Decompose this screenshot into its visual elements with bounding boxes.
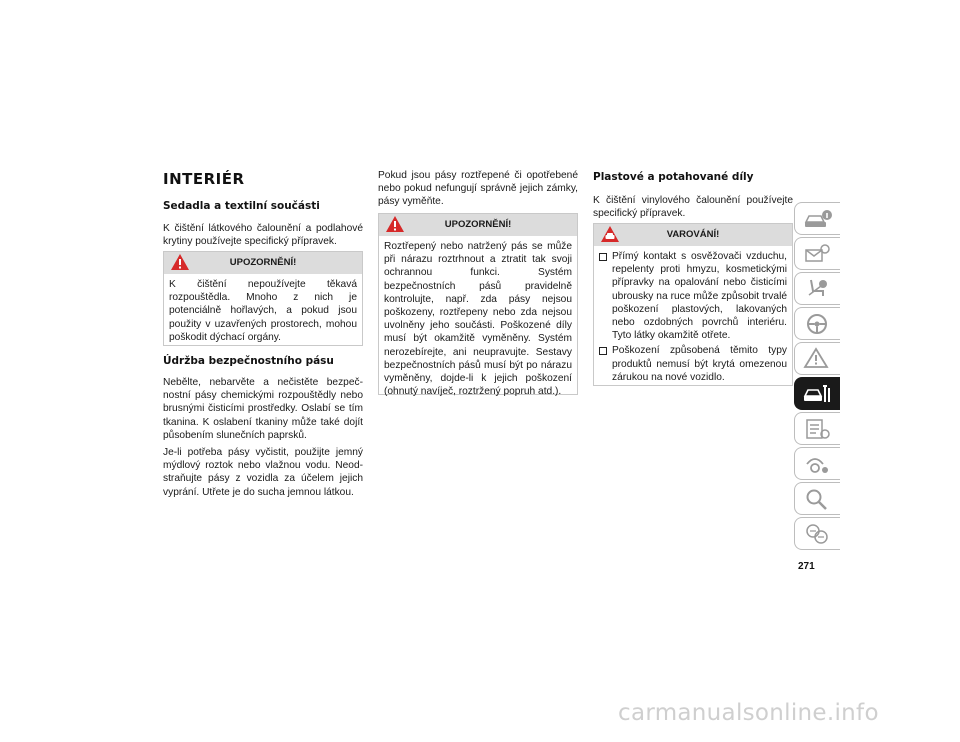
seats-text: K čištění látkového čalounění a podlahové krytiny používejte specifický přípravek. [163,223,363,248]
caution-title: UPOZORNĚNÍ! [444,219,512,230]
tab-car-info[interactable] [794,202,840,235]
warning-header [594,224,792,246]
caution-box-1 [163,251,363,346]
list-item [599,344,787,384]
steering-wheel-icon [803,312,833,336]
bullet-square-icon [599,253,607,261]
search-index-icon [803,487,833,511]
caution-header [379,214,577,236]
warning-title: VAROVÁNÍ! [666,229,720,240]
tab-service-maintenance[interactable] [794,377,840,410]
caution-title: UPOZORNĚNÍ! [229,257,297,268]
tab-search-index[interactable] [794,482,840,515]
caution-header [164,252,362,274]
list-item-text: Přímý kontakt s osvěžovači vzduchu, repelenty proti hmyzu, kosmetickými přípravky na opalování nebo čisticími ubrousky na ruce může způsobit trvalé poškození plastových, lakovaných nebo ozdobných povrchů interiéru. Tyto látky okamžitě otřete. [612,251,787,342]
tab-emergency[interactable] [794,342,840,375]
caution-text: Roztřepený nebo natržený pás se může při nárazu roztrhnout a ztratit tak svoji ochrannou funkci. Systém bezpečnostních pásů pravidelně kontrolujte, např. zda pásy nejsou poškozeny, roztřepeny nebo zda nejsou uvolněny jeho součásti. Poškozené díly musí být okamžitě vyměněny. Systém nerozebírejte, ani neupravujte. Sestavy bezpečnostních pásů musí být po nárazu vyměněny, dojde-li k jejich poškození (ohnutý navíječ, roztržený popruh atd.). [384,241,572,398]
car-service-icon [803,382,833,406]
car-warning-icon [600,225,620,243]
belt-heading: Údržba bezpečnostního pásu [163,355,334,367]
plastics-text: K čištění vinylového čalounění používejte specifický přípravek. [593,195,793,220]
tab-driving[interactable] [794,307,840,340]
tab-safety[interactable] [794,272,840,305]
tab-keys[interactable] [794,237,840,270]
seats-heading: Sedadla a textilní součásti [163,200,320,212]
watermark: carmanualsonline.info [618,700,879,726]
belt-text-2: Je-li potřeba pásy vyčistit, použijte jemný mýdlový roztok nebo vlažnou vodu. Neod-straňujte pásy z vozidla za účelem jejich vyprání. Utřete je do sucha jemnou látkou. [163,447,363,498]
tab-multimedia[interactable] [794,447,840,480]
tab-specifications[interactable] [794,412,840,445]
caution-text: K čištění nepoužívejte těkavá rozpouštědla. Mnoho z nich je potenciálně hořlavých, a pokud jsou použity v uzavřených prostorech, mohou poškodit dýchací orgány. [169,279,357,343]
seat-safety-icon [803,277,833,301]
list-item-text: Poškození způsobená těmito typy produktů nemusí být krytá omezenou zárukou na nové vozidlo. [612,345,787,383]
belt-text-1: Nebělte, nebarvěte a nečistěte bezpeč-nostní pásy chemickými rozpouštědly nebo brusnými čisticími prostředky. Oslabí se tím tkanina. K oslabení tkaniny může také dojít působením slunečních paprsků. [163,377,363,441]
specifications-icon [803,417,833,441]
plastics-heading: Plastové a potahované díly [593,171,754,183]
multimedia-icon [803,452,833,476]
list-item [599,250,787,342]
warning-triangle-icon [385,215,405,233]
warning-triangle-icon [170,253,190,271]
envelope-key-icon [803,242,833,266]
bullet-square-icon [599,347,607,355]
warning-list [594,246,792,391]
warning-box [593,223,793,386]
caution-box-2 [378,213,578,398]
languages-icon [803,522,833,546]
tab-languages[interactable] [794,517,840,550]
car-info-icon [803,207,833,231]
warning-car-icon [803,347,833,371]
page-number: 271 [798,561,815,572]
page-title: INTERIÉR [163,170,245,188]
belts-intro-text: Pokud jsou pásy roztřepené či opotřebené nebo pokud nefungují správně jejich zámky, pásy vyměňte. [378,170,578,208]
